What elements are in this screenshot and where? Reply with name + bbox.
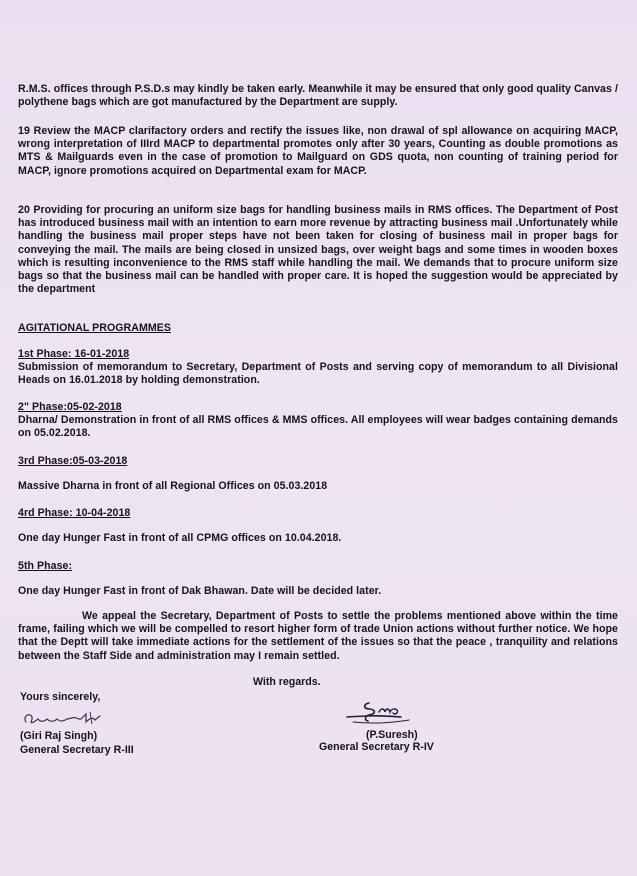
closing-salutation: Yours sincerely, (20, 691, 101, 703)
phase-5-heading: 5th Phase: (18, 560, 73, 572)
paragraph-uniform-bags: 20 Providing for procuring an uniform size bags for handling business mails in RMS offices. The Department of Post has introduced business mail with an intention to earn more revenue by attracting business mail .Unfortunately while handling the business mail proper steps have not been taken for closing of business mail in proper bags for conveying the mail. The mails are being closed in unsized bags, over weight bags and some times in wooden boxes which is resulting inconvenience to the RMS staff while handling the mail. We demands that to procure uniform size bags so that the business mail can be handled with proper care. It is hoped the suggestion would be appreciated by the department (18, 204, 618, 296)
regards: With regards. (253, 676, 321, 688)
appeal-paragraph: We appeal the Secretary, Department of Posts to settle the problems mentioned above within the time frame, failing which we will be compelled to resort higher form of trade Union actions without further notice. We hope that the Deptt will take immediate actions for the settlement of the issues so that the peace , tranquility and relations between the Staff Side and administration may I remain settled. (18, 610, 618, 662)
signatory-left-name: (Giri Raj Singh) (20, 730, 98, 742)
phase-1-heading: 1st Phase: 16-01-2018 (18, 348, 130, 360)
signatory-right-title: General Secretary R-IV (319, 741, 434, 753)
signature-right (343, 700, 423, 728)
paragraph-bags-supply: R.M.S. offices through P.S.D.s may kindly be taken early. Meanwhile it may be ensured that only good quality Canvas / polythene bags which are got manufactured by the Department are supply. (18, 83, 618, 109)
phase-2-text: Dharna/ Demonstration in front of all RMS offices & MMS offices. All employees will wear badges containing demands on 05.02.2018. (18, 414, 618, 440)
phase-5-text: One day Hunger Fast in front of Dak Bhawan. Date will be decided later. (18, 585, 382, 597)
signatory-right-name: (P.Suresh) (366, 729, 418, 741)
phase-3-heading: 3rd Phase:05-03-2018 (18, 455, 128, 467)
phase-4-heading: 4rd Phase: 10-04-2018 (18, 507, 131, 519)
phase-1-text: Submission of memorandum to Secretary, Department of Posts and serving copy of memorandum to all Divisional Heads on 16.01.2018 by holding demonstration. (18, 361, 618, 387)
phase-3-text: Massive Dharna in front of all Regional Offices on 05.03.2018 (18, 480, 328, 492)
signature-left (20, 708, 115, 730)
phase-2-heading: 2" Phase:05-02-2018 (18, 401, 122, 413)
agitation-heading: AGITATIONAL PROGRAMMES (18, 322, 171, 334)
signatory-left-title: General Secretary R-III (20, 744, 134, 756)
phase-4-text: One day Hunger Fast in front of all CPMG offices on 10.04.2018. (18, 532, 342, 544)
paragraph-macp-review: 19 Review the MACP clarifactory orders and rectify the issues like, non drawal of spl allowance on acquiring MACP, wrong interpretation of IIIrd MACP to departmental promotes only after 30 years, Counting as double promotions as MTS & Mailguards even in the case of promotion to Mailguard on GDS quota, non counting of training period for MACP, ignore promotions acquired on Departmental exam for MACP. (18, 125, 618, 177)
